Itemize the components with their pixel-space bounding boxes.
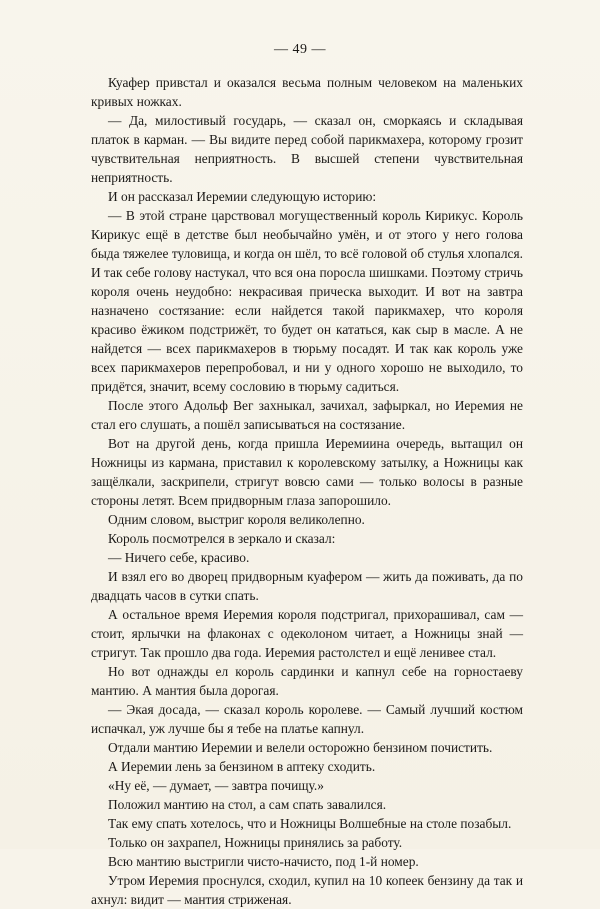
paragraph: — Экая досада, — сказал король королеве. — Самый лучший костюм испачкал, уж лучше бы я тебе на платье капнул. [91, 702, 523, 736]
paragraph: Положил мантию на стол, а сам спать завалился. [108, 797, 387, 812]
paragraph: И взял его во дворец придворным куафером — жить да поживать, да по двадцать часов в сутки спать. [91, 569, 523, 603]
body-text [91, 73, 523, 909]
paragraph: А остальное время Иеремия короля подстригал, прихорашивал, сам — стоит, ярлычки на флаконах с одеколоном читает, а Ножницы знай — стригут. Так прошло два года. Иеремия растолстел и ещё ленивее стал. [91, 607, 523, 660]
paragraph: Только он захрапел, Ножницы принялись за работу. [108, 835, 403, 850]
paragraph: — В этой стране царствовал могущественный король Кирикус. Король Кирикус ещё в детстве был необычайно умён, и от этого у него голова быда тяжелее туловища, и когда он шёл, то всё головой об стулья хлопался. И так себе голову настукал, что вся она поросла шишками. Поэтому стричь короля очень неудобно: некрасивая прическа выходит. И вот на завтра назначено состязание: если найдется такой парикмахер, что короля красиво ёжиком подстрижёт, то будет он кататься, как сыр в масле. А не найдется — всех парикмахеров в тюрьму посадят. И так как король уже всех парикмахеров перепробовал, и ни у одного хорошо не выходило, то придётся, значит, всему сословию в тюрьму садиться. [91, 208, 523, 394]
paragraph: И он рассказал Иеремии следующую историю: [108, 189, 377, 204]
paragraph: После этого Адольф Вег захныкал, зачихал, зафыркал, но Иеремия не стал его слушать, а пошёл записываться на состязание. [91, 398, 523, 432]
paragraph: — Ничего себе, красиво. [108, 550, 250, 565]
paragraph: Так ему спать хотелось, что и Ножницы Волшебные на столе позабыл. [108, 816, 512, 831]
paragraph: Но вот однажды ел король сардинки и капнул себе на горностаеву мантию. А мантия была дорогая. [91, 664, 523, 698]
paragraph: Утром Иеремия проснулся, сходил, купил на 10 копеек бензину да так и ахнул: видит — мантия стриженая. [91, 873, 523, 907]
paragraph: — Да, милостивый государь, — сказал он, сморкаясь и складывая платок в карман. — Вы видите перед собой парикмахера, которому грозит чувствительная неприятность. В высшей степени чувствительная неприятность. [91, 113, 523, 185]
paragraph: Отдали мантию Иеремии и велели осторожно бензином почистить. [108, 740, 493, 755]
paragraph: Одним словом, выстриг короля великолепно. [108, 512, 365, 527]
paragraph: Куафер привстал и оказался весьма полным человеком на маленьких кривых ножках. [91, 75, 523, 109]
page-number: — 49 — [274, 42, 326, 57]
paragraph: А Иеремии лень за бензином в аптеку сходить. [108, 759, 376, 774]
paragraph: Вот на другой день, когда пришла Иеремиина очередь, вытащил он Ножницы из кармана, приставил к королевскому затылку, а Ножницы как защёлкали, заскрипели, стригут вовсю сами — только волосы в разные стороны летят. Всем придворным глаза запорошило. [91, 436, 523, 508]
paragraph: Король посмотрелся в зеркало и сказал: [108, 531, 336, 546]
paragraph: «Ну её, — думает, — завтра почищу.» [108, 778, 324, 793]
paragraph: Всю мантию выстригли чисто-начисто, под 1-й номер. [108, 854, 419, 869]
